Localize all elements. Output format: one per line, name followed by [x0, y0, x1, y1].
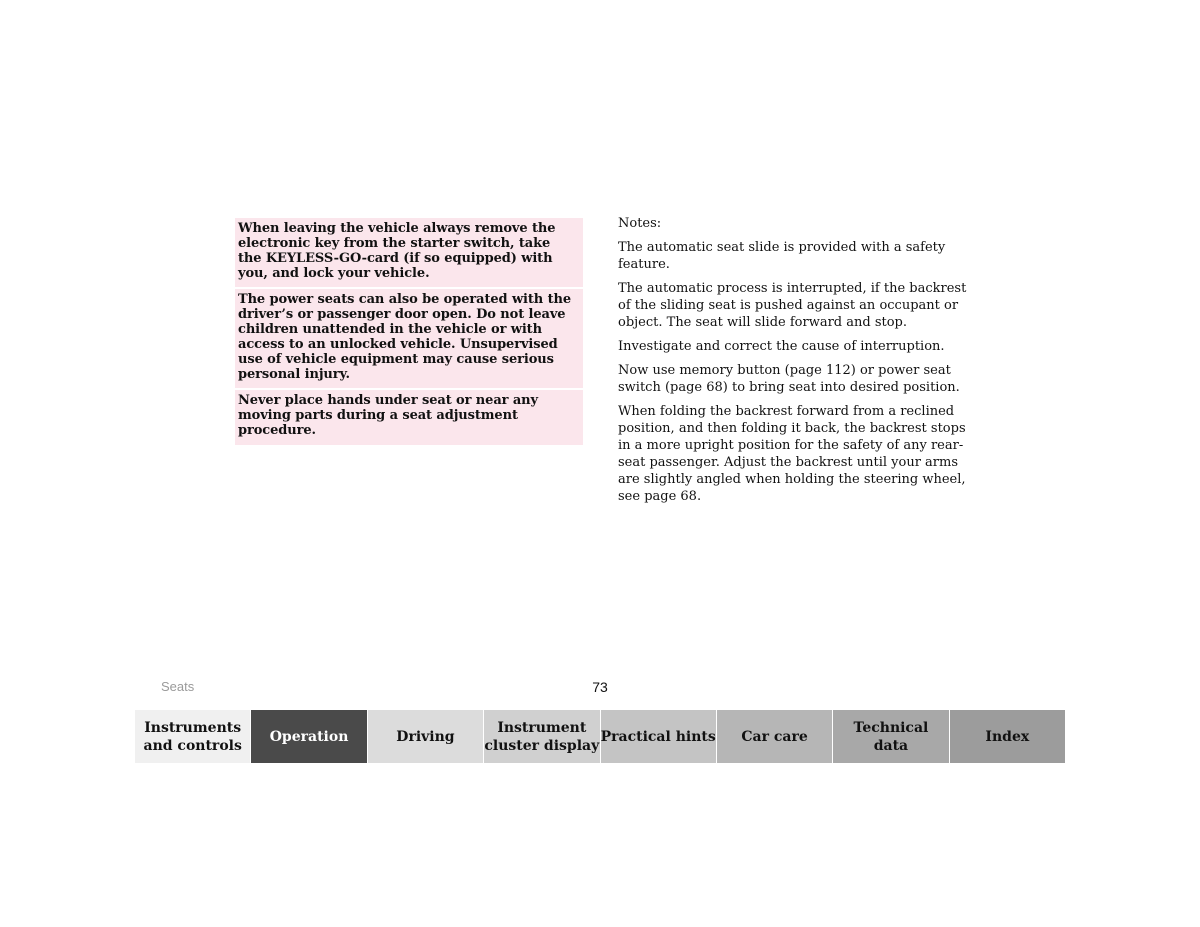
- tab-label: Technical data: [853, 719, 929, 754]
- section-label: Seats: [161, 679, 195, 694]
- tab-label: Instrument cluster display: [484, 719, 600, 754]
- tab-label: Car care: [741, 728, 808, 745]
- notes-column: [618, 215, 970, 512]
- chapter-navigation: [135, 710, 1065, 763]
- warning-text: When leaving the vehicle always remove the electronic key from the starter switch, take the KEYLESS-GO-card (if so equipped) with you, and lock your vehicle.: [235, 218, 583, 289]
- tab-practical-hints[interactable]: [601, 710, 717, 763]
- notes-paragraph: The automatic seat slide is provided with a safety feature.: [618, 240, 946, 272]
- tab-label: Driving: [396, 728, 455, 745]
- notes-paragraph: When folding the backrest forward from a reclined position, and then folding it back, the backrest stops in a more upright position for the safety of any rear-seat passenger. Adjust the backrest until your arms are slightly angled when holding the steering wheel, see page 68.: [618, 404, 966, 504]
- notes-paragraph: Investigate and correct the cause of interruption.: [618, 339, 945, 354]
- warning-text: Never place hands under seat or near any moving parts during a seat adjustment procedure.: [238, 393, 538, 438]
- tab-label: Practical hints: [600, 728, 716, 745]
- tab-technical-data[interactable]: [833, 710, 949, 763]
- tab-car-care[interactable]: [717, 710, 833, 763]
- tab-index[interactable]: [950, 710, 1065, 763]
- tab-instrument-cluster-display[interactable]: [484, 710, 600, 763]
- tab-instruments-and-controls[interactable]: [135, 710, 251, 763]
- tab-driving[interactable]: [368, 710, 484, 763]
- warning-text: The power seats can also be operated with the driver’s or passenger door open. Do not leave children unattended in the vehicle or with access to an unlocked vehicle. Unsupervised use of vehicle equipment may cause serious personal injury.: [235, 289, 583, 390]
- page-number: 73: [592, 679, 608, 695]
- tab-label: Instruments and controls: [143, 719, 242, 754]
- notes-paragraph: Now use memory button (page 112) or power seat switch (page 68) to bring seat into desired position.: [618, 363, 960, 395]
- tab-label: Index: [985, 728, 1030, 745]
- tab-operation[interactable]: [251, 710, 367, 763]
- notes-paragraph: The automatic process is interrupted, if the backrest of the sliding seat is pushed against an occupant or object. The seat will slide forward and stop.: [618, 281, 967, 330]
- notes-heading: Notes:: [618, 216, 662, 231]
- tab-label: Operation: [269, 728, 349, 745]
- warning-box: [235, 218, 583, 445]
